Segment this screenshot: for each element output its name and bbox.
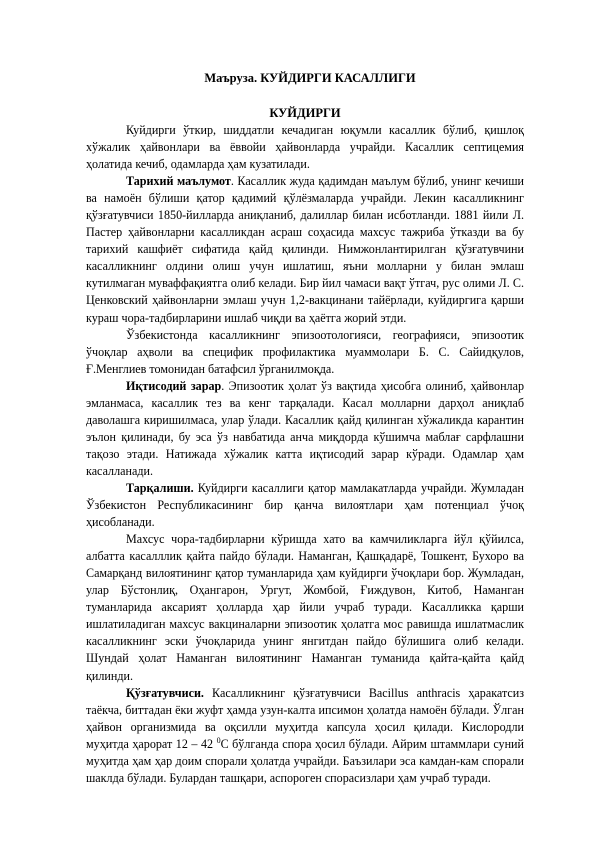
agent-label: Қўзғатувчиси.: [126, 685, 204, 700]
history-label: Тарихий маълумот: [126, 174, 231, 189]
paragraph-measures: [86, 531, 524, 684]
measures-text: Махсус чора-тадбирларни кўришда хато ва камчиликларга йўл қўйилса, албатта касалллик қайта пайдо бўлади. Наманган, Қашқадарё, Тошкент, Бухоро ва Самарқанд вилоятининг қатор туманларида ҳам куйдирги ўчоқлари бор. Жумладан, улар Бўстонлиқ, Оҳангарон, Ургут, Жомбой, Ғиждувон, Китоб, Наманган туманларида аксарият ҳолларда ҳар йили учраб туради. Касалликка қарши ишлатиладиган махсус вакциналарни эпизоотик ҳолатга мос равишда ишлатмаслик касалликнинг эски ўчоқларида унинг янгитдан пайдо бўлишига олиб келади. Шундай ҳолат Наманган вилоятининг Наманган туманида қайта-қайта қайд қилинди.: [86, 532, 524, 683]
lecture-title: Маъруза. КУЙДИРГИ КАСАЛЛИГИ: [204, 71, 416, 85]
spread-label: Тарқалиши.: [126, 480, 194, 495]
agent-text-2: С бўлганда спора ҳосил бўлади. Айрим штаммлари суний муҳитда ҳам ҳар доим спорали ҳолатда учрайди. Баъзилари эса камдан-кам спорали шаклда бўлади. Булардан ташқари, аспороген спорасизлари ҳам учраб туради.: [86, 736, 524, 785]
economic-text: . Эпизоотик ҳолат ўз вақтида ҳисобга олиниб, ҳайвонлар эмланмаса, касаллик тез ва кенг тарқалади. Касал молларни дарҳол аниқлаб даволашга киришилмаса, улар ўлади. Касаллик қайд қилинган хўжаликда карантин эълон қилинади, бу эса ўз навбатида анча миқдорда кўшимча маблағ сарфлашни тақозо этади. Натижада хўжалик катта иқтисодий зарар кўради. Одамлар ҳам касалланади.: [86, 378, 524, 478]
uzbekistan-text: Ўзбекистонда касалликнинг эпизоотологияси, географияси, эпизоотик ўчоқлар аҳволи ва специфик профилактика муаммолари Б. С. Сайидқулов, Ғ.Менглиев томонидан батафсил ўрганилмоқда.: [86, 327, 524, 376]
paragraph-agent: [86, 685, 524, 787]
agent-text-1: Касалликнинг қўзғатувчиси Bacillus anthracis ҳаракатсиз таёкча, биттадан ёки жуфт ҳамда узун-калта ипсимон ҳолатда намоён бўлади. Ўлган ҳайвон организмида ва оқсилли муҳитда капсула ҳосил қилади. Кислородли муҳитда ҳарорат 12 – 42: [86, 685, 524, 751]
intro-text: Куйдирги ўткир, шиддатли кечадиган юқумли касаллик бўлиб, қишлоқ хўжалик ҳайвонлари ва ёввойи ҳайвонларда учрайди. Касаллик септицемия ҳолатида кечиб, одамларда ҳам кузатилади.: [86, 123, 524, 172]
section-heading: КУЙДИРГИ: [269, 106, 341, 120]
history-text: . Касаллик жуда қадимдан маълум бўлиб, унинг кечиши ва намоён бўлиши қатор қадимий қўлёзмаларда учрайди. Лекин касалликнинг қўзғатувчиси 1850-йилларда аниқланиб, далиллар билан исботланди. 1881 йили Л. Пастер ҳайвонларни касалликдан асраш соҳасида махсус тажриба ўтказди ва бу тарихий кашфиёт сифатида қайд қилинди. Нимжонлантирилган қўзғатувчини касалликнинг олдини олиш учун ишлатиш, яъни молларни у билан эмлаш кутилмаган муваффақиятга олиб келади. Бир йил чамаси вақт ўтгач, рус олими Л. С. Ценковский ҳайвонларни эмлаш учун 1,2-вакцинани тайёрлади, куйдиргига қарши кураш чора-тадбирларини ишлаб чиқди ва ҳаётга жорий этди.: [86, 174, 525, 325]
spread-text: Куйдирги касаллиги қатор мамлакатларда учрайди. Жумладан Ўзбекистон Республикасининг бир қанча вилоятлари ҳам потенциал ўчоқ ҳисобланади.: [86, 480, 524, 530]
paragraph-history: [86, 173, 524, 326]
paragraph-uzbekistan: [86, 327, 524, 378]
paragraph-intro: [86, 122, 524, 173]
degree-superscript: 0: [216, 735, 221, 745]
paragraph-spread: [86, 480, 524, 531]
economic-label: Иқтисодий зарар: [126, 378, 222, 393]
paragraph-economic: [86, 378, 524, 480]
document-page: [86, 70, 524, 787]
